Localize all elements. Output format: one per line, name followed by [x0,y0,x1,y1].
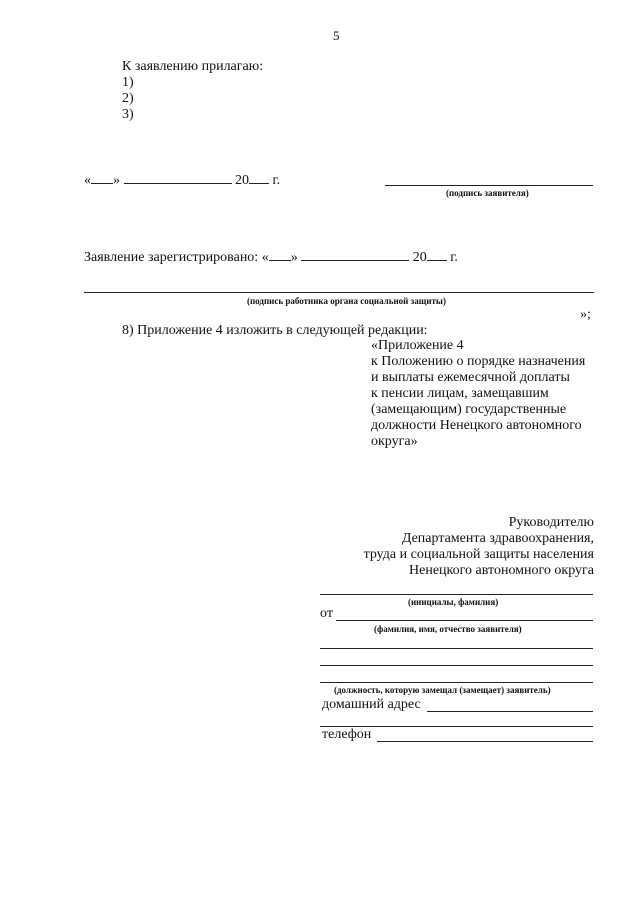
registration-year-blank[interactable] [427,248,447,261]
attachment-item-2: 2) [122,91,134,106]
fio-line[interactable] [336,620,593,621]
appendix-header-line-2: к Положению о порядке назначения [371,354,586,369]
addressee-line-3: труда и социальной защиты населения [363,547,594,562]
address-line-1[interactable] [427,711,593,712]
initials-caption: (инициалы, фамилия) [408,597,499,607]
registration-day-blank[interactable] [269,248,291,261]
applicant-signature-caption: (подпись заявителя) [446,188,529,198]
page-number: 5 [333,28,340,43]
position-line-2[interactable] [320,665,593,666]
month-blank[interactable] [124,171,232,184]
worker-signature-caption: (подпись работника органа социальной защиты) [247,296,446,306]
initials-line[interactable] [320,594,593,595]
position-line-1[interactable] [320,648,593,649]
appendix-header-line-5: (замещающим) государственные [371,402,567,417]
registration-close-quote: » [290,250,298,265]
applicant-signature-line[interactable] [385,185,593,186]
close-quote: » [113,173,120,188]
addressee-line-1: Руководителю [508,515,594,530]
appendix-header-line-3: и выплаты ежемесячной доплаты [371,370,570,385]
position-line-3[interactable] [320,682,593,683]
attachments-heading: К заявлению прилагаю: [122,59,264,74]
appendix-header-line-1: «Приложение 4 [371,338,464,353]
address-label: домашний адрес [322,697,421,712]
registration-field[interactable] [84,248,458,266]
addressee-line-4: Ненецкого автономного округа [409,563,594,578]
phone-line[interactable] [377,741,593,742]
registration-year-suffix: г. [450,250,458,265]
worker-signature-line[interactable] [84,292,594,293]
closing-quote-mark: »; [580,307,591,322]
from-label: от [320,606,333,621]
year-blank[interactable] [249,171,269,184]
attachment-item-1: 1) [122,75,134,90]
amendment-text: 8) Приложение 4 изложить в следующей редакции: [122,323,428,338]
day-blank[interactable] [91,171,113,184]
appendix-header-line-4: к пенсии лицам, замещавшим [371,386,549,401]
phone-label: телефон [322,727,372,742]
registration-year-prefix: 20 [412,250,427,265]
fio-caption: (фамилия, имя, отчество заявителя) [374,624,522,634]
appendix-header-line-6: должности Ненецкого автономного [371,418,582,433]
open-quote: « [84,173,91,188]
year-suffix: г. [272,173,281,188]
date-field[interactable] [84,171,280,189]
year-prefix: 20 [235,173,249,188]
registration-month-blank[interactable] [301,248,409,261]
addressee-line-2: Департамента здравоохранения, [401,531,594,546]
attachment-item-3: 3) [122,107,134,122]
registration-label: Заявление зарегистрировано: « [84,250,269,265]
position-caption: (должность, которую замещал (замещает) заявитель) [334,685,551,695]
appendix-header-line-7: округа» [371,434,418,449]
